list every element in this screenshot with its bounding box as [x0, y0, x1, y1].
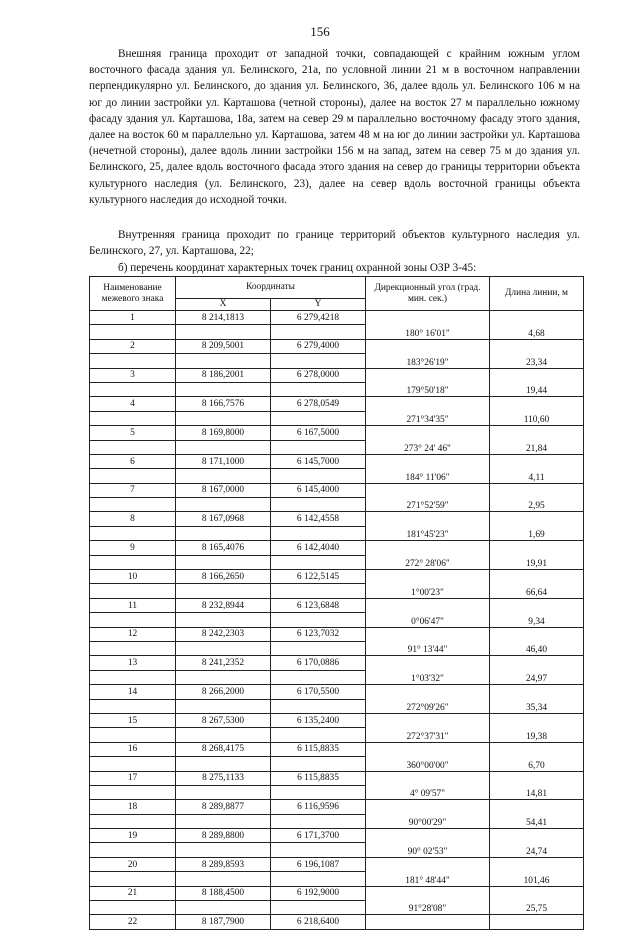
empty-cell [271, 901, 366, 915]
header-line-length: Длина линии, м [490, 277, 584, 311]
segment-angle: 180° 16'01" [366, 311, 490, 340]
empty-cell [490, 915, 584, 929]
point-number: 9 [90, 541, 176, 555]
empty-cell [90, 757, 176, 771]
point-x: 8 241,2352 [176, 656, 271, 670]
point-row [90, 454, 584, 468]
empty-cell [176, 526, 271, 540]
empty-cell [176, 785, 271, 799]
point-y: 6 170,5500 [271, 685, 366, 699]
empty-cell [90, 785, 176, 799]
point-number: 15 [90, 713, 176, 727]
table-caption: б) перечень координат характерных точек границ охранной зоны ОЗР 3-45: [118, 262, 477, 274]
point-y: 6 167,5000 [271, 426, 366, 440]
segment-length: 101,46 [490, 857, 584, 886]
coordinates-table [89, 276, 584, 930]
empty-cell [90, 814, 176, 828]
header-coordinates: Координаты [176, 277, 366, 299]
point-number: 11 [90, 598, 176, 612]
point-row [90, 339, 584, 353]
segment-angle: 91°28'08" [366, 886, 490, 915]
point-x: 8 232,8944 [176, 598, 271, 612]
point-y: 6 192,9000 [271, 886, 366, 900]
point-number: 3 [90, 368, 176, 382]
empty-cell [271, 354, 366, 368]
point-y: 6 279,4218 [271, 311, 366, 325]
empty-cell [176, 872, 271, 886]
segment-length: 4,68 [490, 311, 584, 340]
empty-cell [90, 411, 176, 425]
point-y: 6 170,0886 [271, 656, 366, 670]
empty-cell [176, 382, 271, 396]
point-y: 6 123,6848 [271, 598, 366, 612]
point-y: 6 145,4000 [271, 483, 366, 497]
header-y: Y [271, 299, 366, 311]
empty-cell [176, 843, 271, 857]
segment-length: 35,34 [490, 685, 584, 714]
segment-length: 24,74 [490, 829, 584, 858]
empty-cell [271, 699, 366, 713]
empty-cell [90, 382, 176, 396]
point-y: 6 115,8835 [271, 771, 366, 785]
point-number: 6 [90, 454, 176, 468]
empty-cell [176, 469, 271, 483]
segment-angle: 90° 02'53" [366, 829, 490, 858]
empty-cell [271, 526, 366, 540]
empty-cell [271, 440, 366, 454]
point-x: 8 289,8877 [176, 800, 271, 814]
page-number: 156 [310, 24, 330, 39]
empty-cell [90, 469, 176, 483]
point-number: 12 [90, 627, 176, 641]
empty-cell [271, 872, 366, 886]
empty-cell [90, 440, 176, 454]
empty-cell [271, 325, 366, 339]
point-number: 16 [90, 742, 176, 756]
empty-cell [90, 498, 176, 512]
point-x: 8 165,4076 [176, 541, 271, 555]
point-y: 6 279,4000 [271, 339, 366, 353]
empty-cell [90, 641, 176, 655]
point-x: 8 188,4500 [176, 886, 271, 900]
segment-length: 19,91 [490, 541, 584, 570]
segment-length: 2,95 [490, 483, 584, 512]
empty-cell [90, 584, 176, 598]
empty-cell [366, 915, 490, 929]
empty-cell [271, 843, 366, 857]
point-y: 6 123,7032 [271, 627, 366, 641]
segment-length: 21,84 [490, 426, 584, 455]
segment-angle: 181° 48'44" [366, 857, 490, 886]
point-x: 8 167,0000 [176, 483, 271, 497]
point-number: 8 [90, 512, 176, 526]
segment-length: 4,11 [490, 454, 584, 483]
point-x: 8 167,0968 [176, 512, 271, 526]
empty-cell [90, 901, 176, 915]
point-row [90, 915, 584, 929]
empty-cell [271, 814, 366, 828]
point-y: 6 135,2400 [271, 713, 366, 727]
point-number: 7 [90, 483, 176, 497]
empty-cell [90, 354, 176, 368]
point-row [90, 886, 584, 900]
segment-angle: 179°50'18" [366, 368, 490, 397]
point-x: 8 289,8800 [176, 829, 271, 843]
point-row [90, 742, 584, 756]
segment-length: 9,34 [490, 598, 584, 627]
empty-cell [176, 757, 271, 771]
empty-cell [176, 584, 271, 598]
coordinates-table-body [90, 311, 584, 930]
point-y: 6 116,9596 [271, 800, 366, 814]
point-y: 6 218,6400 [271, 915, 366, 929]
point-row [90, 570, 584, 584]
segment-angle: 183°26'19" [366, 339, 490, 368]
segment-angle: 360°00'00" [366, 742, 490, 771]
header-x: X [176, 299, 271, 311]
point-x: 8 289,8593 [176, 857, 271, 871]
empty-cell [271, 382, 366, 396]
empty-cell [176, 728, 271, 742]
empty-cell [271, 641, 366, 655]
segment-angle: 271°34'35" [366, 397, 490, 426]
segment-length: 14,81 [490, 771, 584, 800]
point-row [90, 685, 584, 699]
segment-angle: 272° 28'06" [366, 541, 490, 570]
empty-cell [271, 555, 366, 569]
empty-cell [90, 526, 176, 540]
empty-cell [176, 440, 271, 454]
point-number: 18 [90, 800, 176, 814]
point-row [90, 311, 584, 325]
point-x: 8 209,5001 [176, 339, 271, 353]
segment-angle: 273° 24' 46" [366, 426, 490, 455]
segment-angle: 0°06'47" [366, 598, 490, 627]
point-number: 13 [90, 656, 176, 670]
empty-cell [271, 728, 366, 742]
point-row [90, 598, 584, 612]
empty-cell [271, 670, 366, 684]
point-x: 8 266,2000 [176, 685, 271, 699]
point-row [90, 512, 584, 526]
point-row [90, 771, 584, 785]
point-x: 8 242,2303 [176, 627, 271, 641]
segment-length: 25,75 [490, 886, 584, 915]
empty-cell [90, 555, 176, 569]
point-number: 22 [90, 915, 176, 929]
point-number: 14 [90, 685, 176, 699]
point-x: 8 166,7576 [176, 397, 271, 411]
segment-length: 24,97 [490, 656, 584, 685]
segment-angle: 1°03'32" [366, 656, 490, 685]
segment-angle: 4° 09'57" [366, 771, 490, 800]
point-number: 4 [90, 397, 176, 411]
segment-angle: 90°00'29" [366, 800, 490, 829]
point-number: 21 [90, 886, 176, 900]
segment-length: 46,40 [490, 627, 584, 656]
point-row [90, 656, 584, 670]
point-row [90, 541, 584, 555]
point-x: 8 186,2001 [176, 368, 271, 382]
point-y: 6 196,1087 [271, 857, 366, 871]
point-number: 19 [90, 829, 176, 843]
segment-length: 66,64 [490, 570, 584, 599]
point-x: 8 267,5300 [176, 713, 271, 727]
point-x: 8 268,4175 [176, 742, 271, 756]
segment-angle: 271°52'59" [366, 483, 490, 512]
segment-angle: 181°45'23" [366, 512, 490, 541]
segment-angle: 272°09'26" [366, 685, 490, 714]
point-y: 6 278,0000 [271, 368, 366, 382]
point-row [90, 800, 584, 814]
empty-cell [176, 354, 271, 368]
point-y: 6 278,0549 [271, 397, 366, 411]
point-row [90, 829, 584, 843]
empty-cell [271, 411, 366, 425]
empty-cell [90, 670, 176, 684]
header-point-name: Наименование межевого знака [90, 277, 176, 311]
segment-angle: 272°37'31" [366, 713, 490, 742]
point-row [90, 483, 584, 497]
empty-cell [176, 555, 271, 569]
empty-cell [90, 843, 176, 857]
segment-angle: 184° 11'06" [366, 454, 490, 483]
empty-cell [271, 613, 366, 627]
point-row [90, 857, 584, 871]
empty-cell [176, 411, 271, 425]
point-number: 17 [90, 771, 176, 785]
point-x: 8 214,1813 [176, 311, 271, 325]
segment-angle: 1°00'23" [366, 570, 490, 599]
empty-cell [271, 785, 366, 799]
segment-length: 19,38 [490, 713, 584, 742]
point-row [90, 397, 584, 411]
point-number: 20 [90, 857, 176, 871]
point-x: 8 187,7900 [176, 915, 271, 929]
point-x: 8 275,1133 [176, 771, 271, 785]
segment-length: 6,70 [490, 742, 584, 771]
empty-cell [90, 728, 176, 742]
point-number: 2 [90, 339, 176, 353]
point-row [90, 426, 584, 440]
empty-cell [90, 699, 176, 713]
empty-cell [176, 901, 271, 915]
point-number: 5 [90, 426, 176, 440]
point-row [90, 627, 584, 641]
point-x: 8 166,2650 [176, 570, 271, 584]
empty-cell [176, 613, 271, 627]
point-y: 6 171,3700 [271, 829, 366, 843]
point-y: 6 142,4040 [271, 541, 366, 555]
point-row [90, 713, 584, 727]
point-row [90, 368, 584, 382]
empty-cell [176, 699, 271, 713]
boundary-description-inner: Внутренняя граница проходит по границе территорий объектов культурного наследия ул. Белинского, 27, ул. Карташова, 22; [89, 229, 580, 258]
empty-cell [176, 670, 271, 684]
point-y: 6 145,7000 [271, 454, 366, 468]
boundary-description-outer: Внешняя граница проходит от западной точки, совпадающей с крайним южным углом восточного фасада здания ул. Белинского, 21а, по условной линии 21 м в восточном направлении перпендикулярно ул. Белинского, до здания ул. Белинского, 36, далее вдоль ул. Белинского 106 м на юг до линии застройки ул. Карташова (четной стороны), далее на восток 27 м параллельно южному фасаду здания ул. Карташова, 18а, затем на север 29 м параллельно восточному фасаду этого здания, далее на восток 60 м параллельно ул. Карташова, затем 48 м на юг до линии застройки ул. Карташова (нечетной стороны), далее вдоль линии застройки 156 м на запад, затем на север 75 м до здания ул. Белинского, 25, далее вдоль восточного фасада этого здания на север до границы территории объекта культурного наследия (ул. Белинского, 23), далее на север вдоль восточной границы объекта культурного наследия до исходной точки. [89, 48, 580, 206]
header-direction-angle: Дирекционный угол (град. мин. сек.) [366, 277, 490, 311]
empty-cell [176, 814, 271, 828]
empty-cell [271, 757, 366, 771]
empty-cell [271, 469, 366, 483]
empty-cell [176, 325, 271, 339]
segment-length: 23,34 [490, 339, 584, 368]
point-number: 1 [90, 311, 176, 325]
point-x: 8 169,8000 [176, 426, 271, 440]
empty-cell [176, 498, 271, 512]
empty-cell [90, 325, 176, 339]
segment-length: 54,41 [490, 800, 584, 829]
segment-length: 19,44 [490, 368, 584, 397]
point-x: 8 171,1000 [176, 454, 271, 468]
segment-angle: 91° 13'44" [366, 627, 490, 656]
empty-cell [271, 498, 366, 512]
point-number: 10 [90, 570, 176, 584]
point-y: 6 122,5145 [271, 570, 366, 584]
empty-cell [90, 613, 176, 627]
empty-cell [90, 872, 176, 886]
empty-cell [271, 584, 366, 598]
segment-length: 110,60 [490, 397, 584, 426]
point-y: 6 115,8835 [271, 742, 366, 756]
segment-length: 1,69 [490, 512, 584, 541]
point-y: 6 142,4558 [271, 512, 366, 526]
empty-cell [176, 641, 271, 655]
